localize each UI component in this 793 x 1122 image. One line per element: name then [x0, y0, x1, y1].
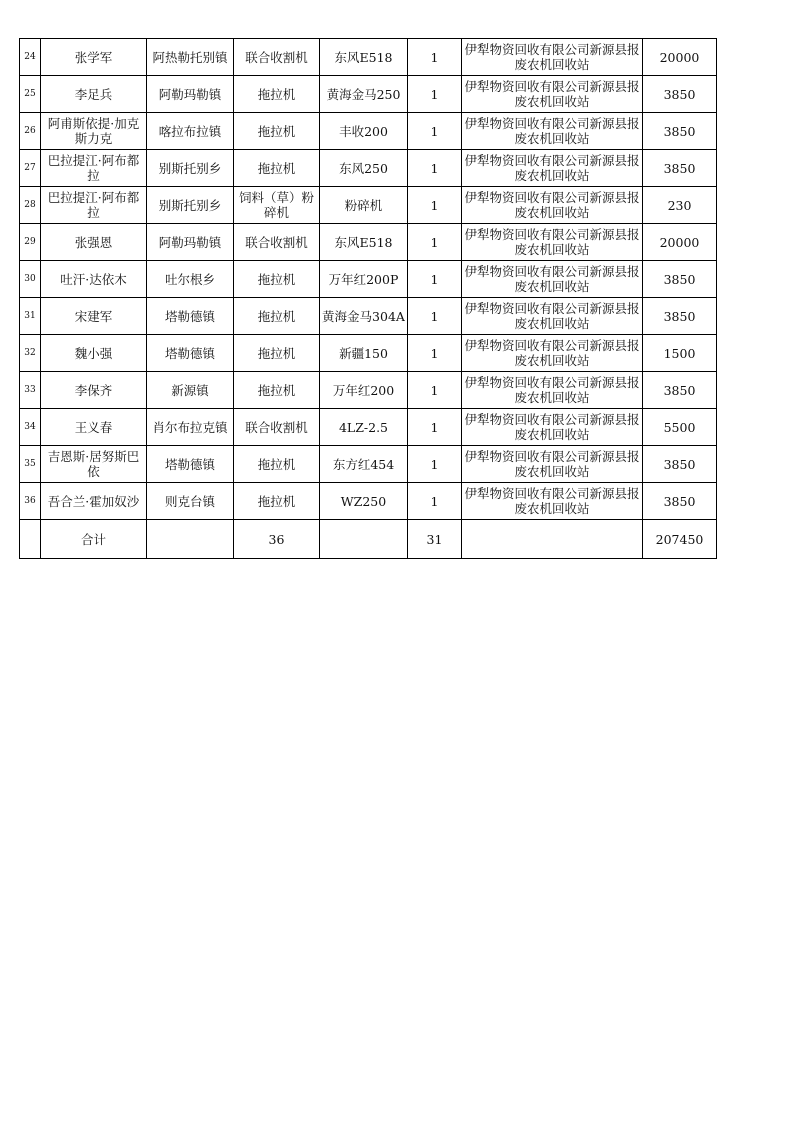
owner-name: 吾合兰·霍加奴沙 [41, 483, 147, 520]
recycling-station: 伊犁物资回收有限公司新源县报废农机回收站 [462, 446, 643, 483]
row-number: 32 [20, 335, 41, 372]
owner-name: 巴拉提江·阿布都拉 [41, 187, 147, 224]
recycling-station: 伊犁物资回收有限公司新源县报废农机回收站 [462, 39, 643, 76]
machine-model: 东风E518 [320, 39, 408, 76]
township: 别斯托别乡 [147, 150, 234, 187]
row-number: 33 [20, 372, 41, 409]
quantity: 1 [408, 335, 462, 372]
table-row [20, 372, 717, 409]
table-row [20, 483, 717, 520]
machine-type: 拖拉机 [234, 483, 320, 520]
quantity: 1 [408, 150, 462, 187]
owner-name: 李保齐 [41, 372, 147, 409]
machine-type: 联合收割机 [234, 224, 320, 261]
subsidy-amount: 3850 [643, 372, 717, 409]
township: 别斯托别乡 [147, 187, 234, 224]
scrap-machinery-table [19, 38, 717, 559]
machine-type: 拖拉机 [234, 446, 320, 483]
machine-type: 联合收割机 [234, 409, 320, 446]
table-row [20, 224, 717, 261]
total-amount: 207450 [643, 520, 717, 559]
table-row [20, 298, 717, 335]
township: 塔勒德镇 [147, 298, 234, 335]
subsidy-amount: 1500 [643, 335, 717, 372]
owner-name: 巴拉提江·阿布都拉 [41, 150, 147, 187]
row-number: 35 [20, 446, 41, 483]
row-number: 30 [20, 261, 41, 298]
recycling-station: 伊犁物资回收有限公司新源县报废农机回收站 [462, 483, 643, 520]
total-type-count: 36 [234, 520, 320, 559]
owner-name: 张强恩 [41, 224, 147, 261]
machine-model: 万年红200 [320, 372, 408, 409]
table-row [20, 335, 717, 372]
machine-model: 东风E518 [320, 224, 408, 261]
row-number: 27 [20, 150, 41, 187]
quantity: 1 [408, 409, 462, 446]
township: 塔勒德镇 [147, 446, 234, 483]
machine-type: 拖拉机 [234, 298, 320, 335]
subsidy-amount: 3850 [643, 113, 717, 150]
table-row [20, 76, 717, 113]
township: 吐尔根乡 [147, 261, 234, 298]
recycling-station: 伊犁物资回收有限公司新源县报废农机回收站 [462, 113, 643, 150]
machine-model: 东方红454 [320, 446, 408, 483]
total-town-cell [147, 520, 234, 559]
subsidy-amount: 5500 [643, 409, 717, 446]
machine-type: 拖拉机 [234, 76, 320, 113]
row-number: 24 [20, 39, 41, 76]
quantity: 1 [408, 261, 462, 298]
machine-model: WZ250 [320, 483, 408, 520]
machine-type: 拖拉机 [234, 372, 320, 409]
subsidy-amount: 3850 [643, 261, 717, 298]
township: 阿勒玛勒镇 [147, 76, 234, 113]
machine-model: 4LZ-2.5 [320, 409, 408, 446]
total-label: 合计 [41, 520, 147, 559]
township: 阿勒玛勒镇 [147, 224, 234, 261]
recycling-station: 伊犁物资回收有限公司新源县报废农机回收站 [462, 187, 643, 224]
total-qty: 31 [408, 520, 462, 559]
machine-model: 丰收200 [320, 113, 408, 150]
total-no-cell [20, 520, 41, 559]
recycling-station: 伊犁物资回收有限公司新源县报废农机回收站 [462, 224, 643, 261]
recycling-station: 伊犁物资回收有限公司新源县报废农机回收站 [462, 298, 643, 335]
table-body [20, 39, 717, 520]
total-model-cell [320, 520, 408, 559]
machine-type: 拖拉机 [234, 335, 320, 372]
owner-name: 吉恩斯·居努斯巴依 [41, 446, 147, 483]
owner-name: 魏小强 [41, 335, 147, 372]
row-number: 29 [20, 224, 41, 261]
township: 阿热勒托别镇 [147, 39, 234, 76]
recycling-station: 伊犁物资回收有限公司新源县报废农机回收站 [462, 409, 643, 446]
quantity: 1 [408, 372, 462, 409]
machine-model: 东风250 [320, 150, 408, 187]
quantity: 1 [408, 446, 462, 483]
recycling-station: 伊犁物资回收有限公司新源县报废农机回收站 [462, 372, 643, 409]
machine-type: 联合收割机 [234, 39, 320, 76]
machine-type: 拖拉机 [234, 150, 320, 187]
subsidy-amount: 230 [643, 187, 717, 224]
table-row [20, 187, 717, 224]
subsidy-amount: 3850 [643, 298, 717, 335]
machine-model: 粉碎机 [320, 187, 408, 224]
row-number: 34 [20, 409, 41, 446]
recycling-station: 伊犁物资回收有限公司新源县报废农机回收站 [462, 150, 643, 187]
machine-type: 拖拉机 [234, 261, 320, 298]
table-row [20, 409, 717, 446]
table-row [20, 39, 717, 76]
quantity: 1 [408, 298, 462, 335]
recycling-station: 伊犁物资回收有限公司新源县报废农机回收站 [462, 261, 643, 298]
owner-name: 张学军 [41, 39, 147, 76]
machine-model: 黄海金马304A [320, 298, 408, 335]
table-row [20, 446, 717, 483]
quantity: 1 [408, 113, 462, 150]
quantity: 1 [408, 39, 462, 76]
subsidy-amount: 3850 [643, 483, 717, 520]
row-number: 25 [20, 76, 41, 113]
township: 塔勒德镇 [147, 335, 234, 372]
recycling-station: 伊犁物资回收有限公司新源县报废农机回收站 [462, 335, 643, 372]
table-row [20, 113, 717, 150]
table-row [20, 261, 717, 298]
row-number: 36 [20, 483, 41, 520]
township: 喀拉布拉镇 [147, 113, 234, 150]
quantity: 1 [408, 224, 462, 261]
row-number: 28 [20, 187, 41, 224]
township: 新源镇 [147, 372, 234, 409]
subsidy-amount: 20000 [643, 39, 717, 76]
machine-model: 万年红200P [320, 261, 408, 298]
row-number: 26 [20, 113, 41, 150]
township: 肖尔布拉克镇 [147, 409, 234, 446]
recycling-station: 伊犁物资回收有限公司新源县报废农机回收站 [462, 76, 643, 113]
machine-type: 拖拉机 [234, 113, 320, 150]
machine-model: 黄海金马250 [320, 76, 408, 113]
quantity: 1 [408, 483, 462, 520]
machine-model: 新疆150 [320, 335, 408, 372]
subsidy-amount: 20000 [643, 224, 717, 261]
machine-type: 饲料（草）粉碎机 [234, 187, 320, 224]
total-station-cell [462, 520, 643, 559]
quantity: 1 [408, 187, 462, 224]
subsidy-amount: 3850 [643, 150, 717, 187]
row-number: 31 [20, 298, 41, 335]
subsidy-amount: 3850 [643, 446, 717, 483]
owner-name: 阿甫斯依提·加克斯力克 [41, 113, 147, 150]
owner-name: 王义春 [41, 409, 147, 446]
table-row [20, 150, 717, 187]
quantity: 1 [408, 76, 462, 113]
owner-name: 宋建军 [41, 298, 147, 335]
owner-name: 李足兵 [41, 76, 147, 113]
subsidy-amount: 3850 [643, 76, 717, 113]
owner-name: 吐汗·达依木 [41, 261, 147, 298]
township: 则克台镇 [147, 483, 234, 520]
total-row [20, 520, 717, 559]
